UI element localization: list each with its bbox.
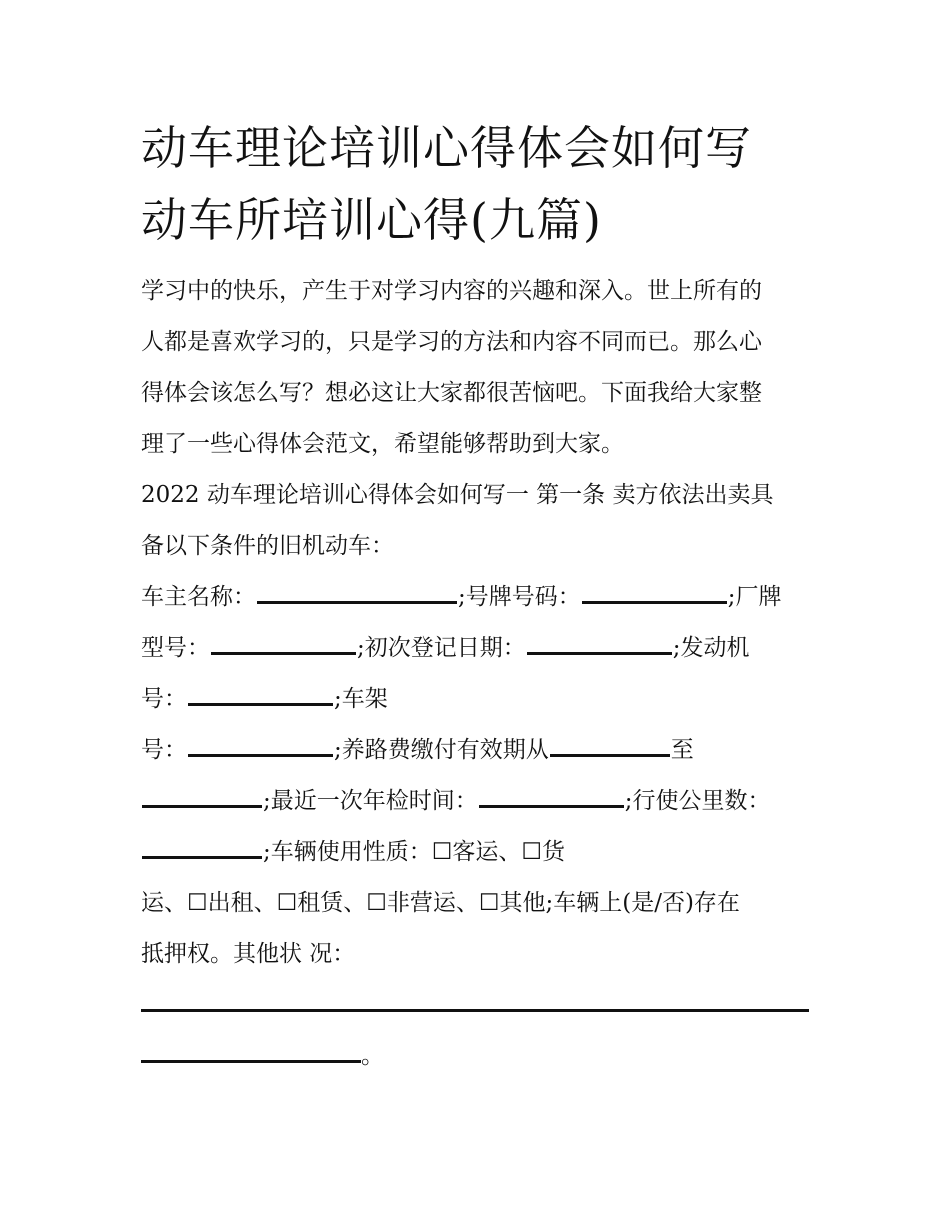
model-blank (211, 638, 356, 655)
frame-blank (188, 740, 333, 757)
brand-label: ;厂牌 (727, 584, 782, 610)
form-line-frame (141, 725, 821, 776)
usage-label: ;车辆使用性质：☐客运、☐货 (263, 839, 565, 865)
form-line-owner (141, 572, 821, 623)
form-line-mortgage: 抵押权。其他状 况： (141, 941, 356, 967)
engine-label-2: 号： (141, 686, 187, 712)
mileage-label: ;行使公里数： (624, 788, 771, 814)
intro-line: 学习中的快乐，产生于对学习内容的兴趣和深入。世上所有的 (141, 278, 762, 304)
section-heading-cont: 备以下条件的旧机动车： (141, 533, 394, 559)
plate-label: ;号牌号码： (458, 584, 581, 610)
engine-label: ;发动机 (672, 635, 750, 661)
form-line-other-end (141, 1031, 821, 1082)
first-reg-blank (527, 638, 672, 655)
form-line-other-blank (141, 980, 821, 1031)
end-mark: 。 (361, 1043, 384, 1069)
document-title (141, 112, 821, 256)
owner-name-blank (257, 587, 457, 604)
intro-line: 人都是喜欢学习的，只是学习的方法和内容不同而已。那么心 (141, 329, 762, 355)
form-line-usage-2: 运、☐出租、☐租赁、☐非营运、☐其他;车辆上(是/否)存在 (141, 890, 740, 916)
title-line-1: 动车理论培训心得体会如何写 (141, 121, 752, 175)
document-page (141, 112, 821, 1082)
model-label: 型号： (141, 635, 210, 661)
frame-label: ;车架 (334, 686, 388, 712)
form-line-engine (141, 674, 821, 725)
owner-name-label: 车主名称： (141, 584, 256, 610)
other-status-blank-2 (141, 1046, 361, 1063)
plate-blank (582, 587, 727, 604)
inspection-blank (479, 791, 624, 808)
mileage-blank (142, 842, 262, 859)
title-line-2: 动车所培训心得(九篇) (141, 193, 602, 247)
form-line-usage (141, 827, 821, 878)
form-line-inspection (141, 776, 821, 827)
section-heading: 2022 动车理论培训心得体会如何写一 第一条 卖方依法出卖具 (141, 482, 774, 508)
frame-label-2: 号： (141, 737, 187, 763)
other-status-blank (141, 995, 809, 1012)
first-reg-label: ;初次登记日期： (357, 635, 526, 661)
road-fee-to-blank (142, 791, 262, 808)
inspection-label: ;最近一次年检时间： (263, 788, 478, 814)
engine-blank (188, 689, 333, 706)
road-fee-label: ;养路费缴付有效期从 (334, 737, 549, 763)
form-line-model (141, 623, 821, 674)
intro-line: 得体会该怎么写？想必这让大家都很苦恼吧。下面我给大家整 (141, 380, 762, 406)
road-fee-from-blank (550, 740, 670, 757)
intro-line: 理了一些心得体会范文，希望能够帮助到大家。 (141, 431, 624, 457)
to-label: 至 (670, 737, 694, 763)
